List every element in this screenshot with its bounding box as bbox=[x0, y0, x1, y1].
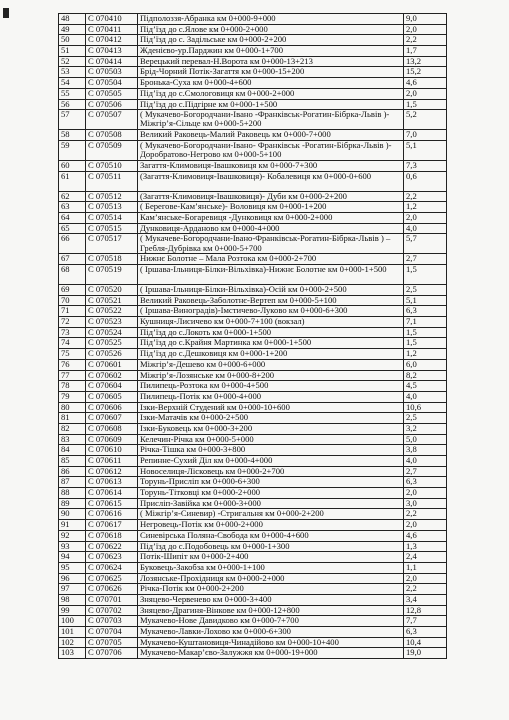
table-row bbox=[59, 140, 447, 160]
road-length-cell: 2,2 bbox=[404, 191, 447, 202]
table-row bbox=[59, 616, 447, 627]
row-number-cell: 74 bbox=[59, 338, 86, 349]
road-name-cell: ( Мукачево-Богородчани-Івано- Франківськ -Рогатин-Бібрка-Львів )-Доробратово-Негрово км 0+000-5+100 bbox=[138, 140, 404, 160]
road-length-cell: 10,6 bbox=[404, 402, 447, 413]
road-code-cell: С 070507 bbox=[86, 110, 138, 130]
row-number-cell: 64 bbox=[59, 212, 86, 223]
road-code-cell: С 070624 bbox=[86, 562, 138, 573]
row-number-cell: 63 bbox=[59, 202, 86, 213]
row-number-cell: 85 bbox=[59, 456, 86, 467]
road-length-cell: 9,0 bbox=[404, 14, 447, 25]
road-name-cell: Мукачево-Макарʼєво-Залужжя км 0+000-19+000 bbox=[138, 648, 404, 659]
road-length-cell: 1,7 bbox=[404, 46, 447, 57]
table-row bbox=[59, 434, 447, 445]
road-length-cell: 4,0 bbox=[404, 456, 447, 467]
row-number-cell: 96 bbox=[59, 573, 86, 584]
row-number-cell: 91 bbox=[59, 520, 86, 531]
row-number-cell: 82 bbox=[59, 423, 86, 434]
row-number-cell: 92 bbox=[59, 530, 86, 541]
road-length-cell: 7,3 bbox=[404, 160, 447, 171]
row-number-cell: 70 bbox=[59, 295, 86, 306]
row-number-cell: 89 bbox=[59, 498, 86, 509]
road-code-cell: С 070607 bbox=[86, 413, 138, 424]
road-length-cell: 10,4 bbox=[404, 637, 447, 648]
road-code-cell: С 070509 bbox=[86, 140, 138, 160]
road-name-cell: Пилипець-Розтока км 0+000-4+500 bbox=[138, 381, 404, 392]
road-length-cell: 2,4 bbox=[404, 552, 447, 563]
road-name-cell: Дунковиця-Арданово км 0+000-4+000 bbox=[138, 223, 404, 234]
row-number-cell: 83 bbox=[59, 434, 86, 445]
road-length-cell: 2,0 bbox=[404, 488, 447, 499]
table-row bbox=[59, 370, 447, 381]
road-length-cell: 12,8 bbox=[404, 605, 447, 616]
road-code-cell: С 070514 bbox=[86, 212, 138, 223]
road-length-cell: 3,8 bbox=[404, 445, 447, 456]
row-number-cell: 78 bbox=[59, 381, 86, 392]
row-number-cell: 68 bbox=[59, 265, 86, 285]
row-number-cell: 95 bbox=[59, 562, 86, 573]
road-name-cell: Ізки-Верхній Студений км 0+000-10+600 bbox=[138, 402, 404, 413]
road-length-cell: 4,6 bbox=[404, 530, 447, 541]
road-code-cell: С 070601 bbox=[86, 359, 138, 370]
row-number-cell: 87 bbox=[59, 477, 86, 488]
table-row bbox=[59, 24, 447, 35]
table-row bbox=[59, 445, 447, 456]
row-number-cell: 62 bbox=[59, 191, 86, 202]
table-row bbox=[59, 584, 447, 595]
road-name-cell: Келечин-Річка км 0+000-5+000 bbox=[138, 434, 404, 445]
table-row bbox=[59, 56, 447, 67]
table-row bbox=[59, 14, 447, 25]
row-number-cell: 100 bbox=[59, 616, 86, 627]
road-length-cell: 6,3 bbox=[404, 477, 447, 488]
road-name-cell: Мукачево-Куштановиця-Чинадійово км 0+000-10+400 bbox=[138, 637, 404, 648]
road-code-cell: С 070618 bbox=[86, 530, 138, 541]
road-code-cell: С 070510 bbox=[86, 160, 138, 171]
road-length-cell: 4,0 bbox=[404, 391, 447, 402]
row-number-cell: 65 bbox=[59, 223, 86, 234]
row-number-cell: 52 bbox=[59, 56, 86, 67]
road-code-cell: С 070522 bbox=[86, 306, 138, 317]
road-name-cell: Зняцево-Драгиня-Вінкове км 0+000-12+800 bbox=[138, 605, 404, 616]
road-name-cell: Нижнє Болотне – Мала Розтока км 0+000-2+700 bbox=[138, 254, 404, 265]
row-number-cell: 71 bbox=[59, 306, 86, 317]
row-number-cell: 58 bbox=[59, 130, 86, 141]
road-name-cell: Лозянське-Прохідниця км 0+000-2+000 bbox=[138, 573, 404, 584]
table-row bbox=[59, 423, 447, 434]
road-code-cell: С 070605 bbox=[86, 391, 138, 402]
table-row bbox=[59, 509, 447, 520]
road-length-cell: 2,5 bbox=[404, 285, 447, 296]
road-name-cell: Річка-Потік км 0+000-2+200 bbox=[138, 584, 404, 595]
road-code-cell: С 070701 bbox=[86, 594, 138, 605]
table-row bbox=[59, 413, 447, 424]
table-row bbox=[59, 67, 447, 78]
road-code-cell: С 070517 bbox=[86, 234, 138, 254]
road-length-cell: 1,2 bbox=[404, 202, 447, 213]
row-number-cell: 80 bbox=[59, 402, 86, 413]
road-code-cell: С 070503 bbox=[86, 67, 138, 78]
road-code-cell: С 070506 bbox=[86, 99, 138, 110]
roads-table bbox=[58, 13, 447, 659]
road-name-cell: Кушниця-Лисичево км 0+000-7+100 (вокзал) bbox=[138, 317, 404, 328]
road-code-cell: С 070524 bbox=[86, 327, 138, 338]
road-name-cell: Під’їзд до с. Задільське км 0+000-2+200 bbox=[138, 35, 404, 46]
table-row bbox=[59, 541, 447, 552]
road-name-cell: Пилипець-Потік км 0+000-4+000 bbox=[138, 391, 404, 402]
road-code-cell: С 070611 bbox=[86, 456, 138, 467]
road-length-cell: 2,7 bbox=[404, 254, 447, 265]
table-row bbox=[59, 381, 447, 392]
table-row bbox=[59, 212, 447, 223]
table-row bbox=[59, 99, 447, 110]
road-length-cell: 7,0 bbox=[404, 130, 447, 141]
road-code-cell: С 070412 bbox=[86, 35, 138, 46]
table-row bbox=[59, 562, 447, 573]
road-code-cell: С 070525 bbox=[86, 338, 138, 349]
table-row bbox=[59, 349, 447, 360]
row-number-cell: 86 bbox=[59, 466, 86, 477]
table-row bbox=[59, 110, 447, 130]
row-number-cell: 61 bbox=[59, 171, 86, 191]
row-number-cell: 55 bbox=[59, 88, 86, 99]
table-row bbox=[59, 648, 447, 659]
road-length-cell: 3,2 bbox=[404, 423, 447, 434]
road-code-cell: С 070705 bbox=[86, 637, 138, 648]
table-row bbox=[59, 130, 447, 141]
road-code-cell: С 070615 bbox=[86, 498, 138, 509]
table-row bbox=[59, 573, 447, 584]
road-length-cell: 2,2 bbox=[404, 509, 447, 520]
road-code-cell: С 070504 bbox=[86, 78, 138, 89]
road-length-cell: 4,5 bbox=[404, 381, 447, 392]
road-length-cell: 1,5 bbox=[404, 327, 447, 338]
table-row bbox=[59, 160, 447, 171]
row-number-cell: 103 bbox=[59, 648, 86, 659]
road-code-cell: С 070515 bbox=[86, 223, 138, 234]
road-name-cell: Репинне-Сухий Діл км 0+000-4+000 bbox=[138, 456, 404, 467]
row-number-cell: 57 bbox=[59, 110, 86, 130]
row-number-cell: 59 bbox=[59, 140, 86, 160]
road-length-cell: 5,2 bbox=[404, 110, 447, 130]
row-number-cell: 60 bbox=[59, 160, 86, 171]
row-number-cell: 77 bbox=[59, 370, 86, 381]
road-code-cell: С 070622 bbox=[86, 541, 138, 552]
road-code-cell: С 070505 bbox=[86, 88, 138, 99]
road-length-cell: 2,0 bbox=[404, 520, 447, 531]
road-name-cell: Річка-Тішка км 0+000-3+800 bbox=[138, 445, 404, 456]
row-number-cell: 48 bbox=[59, 14, 86, 25]
road-length-cell: 13,2 bbox=[404, 56, 447, 67]
road-name-cell: Присліп-Завійка км 0+000-3+000 bbox=[138, 498, 404, 509]
table-row bbox=[59, 456, 447, 467]
roads-table-body bbox=[59, 14, 447, 659]
road-length-cell: 2,0 bbox=[404, 212, 447, 223]
road-length-cell: 2,0 bbox=[404, 24, 447, 35]
road-code-cell: С 070704 bbox=[86, 627, 138, 638]
road-length-cell: 1,5 bbox=[404, 265, 447, 285]
table-row bbox=[59, 338, 447, 349]
road-name-cell: Під’їзд до с.Крайня Мартинка км 0+000-1+500 bbox=[138, 338, 404, 349]
table-row bbox=[59, 171, 447, 191]
road-length-cell: 7,7 bbox=[404, 616, 447, 627]
road-code-cell: С 070609 bbox=[86, 434, 138, 445]
road-name-cell: Міжгірʼя-Лозянське км 0+000-8+200 bbox=[138, 370, 404, 381]
table-row bbox=[59, 594, 447, 605]
road-code-cell: С 070625 bbox=[86, 573, 138, 584]
road-length-cell: 4,0 bbox=[404, 223, 447, 234]
table-row bbox=[59, 35, 447, 46]
row-number-cell: 84 bbox=[59, 445, 86, 456]
table-row bbox=[59, 254, 447, 265]
road-name-cell: ( Мукачеве-Богородчани-Івано-Франківськ-Рогатин-Бібрка-Львів ) –Гребля-Дубрівка км 0+000-5+700 bbox=[138, 234, 404, 254]
road-length-cell: 6,3 bbox=[404, 306, 447, 317]
table-row bbox=[59, 488, 447, 499]
road-name-cell: Під’їзд до с.Підгірне км 0+000-1+500 bbox=[138, 99, 404, 110]
road-name-cell: ( Іршава-Ільниця-Білки-Вільхівка)-Нижнє Болотне км 0+000-1+500 bbox=[138, 265, 404, 285]
row-number-cell: 49 bbox=[59, 24, 86, 35]
road-name-cell: Ізки-Матачів км 0+000-2+500 bbox=[138, 413, 404, 424]
table-row bbox=[59, 46, 447, 57]
road-code-cell: С 070512 bbox=[86, 191, 138, 202]
road-code-cell: С 070703 bbox=[86, 616, 138, 627]
road-code-cell: С 070606 bbox=[86, 402, 138, 413]
road-length-cell: 3,4 bbox=[404, 594, 447, 605]
road-name-cell: Загаття-Климовиця-Івашковиця км 0+000-7+300 bbox=[138, 160, 404, 171]
road-length-cell: 5,1 bbox=[404, 295, 447, 306]
table-row bbox=[59, 466, 447, 477]
road-code-cell: С 070612 bbox=[86, 466, 138, 477]
road-name-cell: Під’їзд до с.Локоть км 0+000-1+500 bbox=[138, 327, 404, 338]
row-number-cell: 88 bbox=[59, 488, 86, 499]
road-code-cell: С 070526 bbox=[86, 349, 138, 360]
road-code-cell: С 070508 bbox=[86, 130, 138, 141]
road-length-cell: 2,5 bbox=[404, 413, 447, 424]
road-code-cell: С 070602 bbox=[86, 370, 138, 381]
road-length-cell: 4,6 bbox=[404, 78, 447, 89]
road-name-cell: ( Міжгірʼя-Синевир) -Стригальня км 0+000-2+200 bbox=[138, 509, 404, 520]
road-length-cell: 7,1 bbox=[404, 317, 447, 328]
road-code-cell: С 070511 bbox=[86, 171, 138, 191]
road-length-cell: 5,7 bbox=[404, 234, 447, 254]
row-number-cell: 53 bbox=[59, 67, 86, 78]
road-length-cell: 2,2 bbox=[404, 584, 447, 595]
table-row bbox=[59, 498, 447, 509]
road-length-cell: 15,2 bbox=[404, 67, 447, 78]
table-row bbox=[59, 637, 447, 648]
table-row bbox=[59, 234, 447, 254]
row-number-cell: 98 bbox=[59, 594, 86, 605]
row-number-cell: 75 bbox=[59, 349, 86, 360]
table-row bbox=[59, 520, 447, 531]
row-number-cell: 56 bbox=[59, 99, 86, 110]
row-number-cell: 93 bbox=[59, 541, 86, 552]
road-name-cell: Бронька-Суха км 0+000-4+600 bbox=[138, 78, 404, 89]
road-name-cell: Брід-Чорний Потік-Загаття км 0+000-15+200 bbox=[138, 67, 404, 78]
road-name-cell: Буковець-Закобза км 0+000-1+100 bbox=[138, 562, 404, 573]
road-name-cell: Торунь-Тітковці км 0+000-2+000 bbox=[138, 488, 404, 499]
road-length-cell: 1,3 bbox=[404, 541, 447, 552]
table-row bbox=[59, 306, 447, 317]
road-length-cell: 5,0 bbox=[404, 434, 447, 445]
table-row bbox=[59, 552, 447, 563]
road-length-cell: 1,5 bbox=[404, 338, 447, 349]
road-length-cell: 6,3 bbox=[404, 627, 447, 638]
road-code-cell: С 070604 bbox=[86, 381, 138, 392]
road-name-cell: Під’їзд до с.Ялове км 0+000-2+000 bbox=[138, 24, 404, 35]
road-name-cell: Синевірська Поляна-Свобода км 0+000-4+600 bbox=[138, 530, 404, 541]
table-row bbox=[59, 627, 447, 638]
road-code-cell: С 070518 bbox=[86, 254, 138, 265]
table-row bbox=[59, 295, 447, 306]
road-length-cell: 1,5 bbox=[404, 99, 447, 110]
road-name-cell: Торунь-Присліп км 0+000-6+300 bbox=[138, 477, 404, 488]
row-number-cell: 99 bbox=[59, 605, 86, 616]
row-number-cell: 73 bbox=[59, 327, 86, 338]
table-row bbox=[59, 402, 447, 413]
row-number-cell: 66 bbox=[59, 234, 86, 254]
row-number-cell: 51 bbox=[59, 46, 86, 57]
road-length-cell: 5,1 bbox=[404, 140, 447, 160]
road-name-cell: (Загаття-Климовиця-Івашковиця)- Кобалевиця км 0+000-0+600 bbox=[138, 171, 404, 191]
road-code-cell: С 070617 bbox=[86, 520, 138, 531]
row-number-cell: 94 bbox=[59, 552, 86, 563]
road-code-cell: С 070702 bbox=[86, 605, 138, 616]
road-code-cell: С 070523 bbox=[86, 317, 138, 328]
road-code-cell: С 070614 bbox=[86, 488, 138, 499]
row-number-cell: 76 bbox=[59, 359, 86, 370]
scan-edge-mark bbox=[3, 8, 9, 18]
road-name-cell: Під’їзд до с.Смологовиця км 0+000-2+000 bbox=[138, 88, 404, 99]
table-row bbox=[59, 359, 447, 370]
road-name-cell: ( Берегове-Камʼянське)- Воловиця км 0+000-1+200 bbox=[138, 202, 404, 213]
road-code-cell: С 070706 bbox=[86, 648, 138, 659]
row-number-cell: 72 bbox=[59, 317, 86, 328]
road-name-cell: Під’їзд до с.Дешковиця км 0+000-1+200 bbox=[138, 349, 404, 360]
road-code-cell: С 070623 bbox=[86, 552, 138, 563]
road-length-cell: 3,0 bbox=[404, 498, 447, 509]
road-name-cell: ( Іршава-Виноградів)-Імстичево-Луково км 0+000-6+300 bbox=[138, 306, 404, 317]
road-name-cell: Великий Раковець-Малий Раковець км 0+000-7+000 bbox=[138, 130, 404, 141]
road-code-cell: С 070608 bbox=[86, 423, 138, 434]
road-length-cell: 1,2 bbox=[404, 349, 447, 360]
road-length-cell: 19,0 bbox=[404, 648, 447, 659]
road-code-cell: С 070410 bbox=[86, 14, 138, 25]
road-code-cell: С 070411 bbox=[86, 24, 138, 35]
table-row bbox=[59, 605, 447, 616]
row-number-cell: 67 bbox=[59, 254, 86, 265]
table-row bbox=[59, 202, 447, 213]
road-length-cell: 1,1 bbox=[404, 562, 447, 573]
road-name-cell: Підполоззя-Абранка км 0+000-9+000 bbox=[138, 14, 404, 25]
road-name-cell: Мукачево-Нове Давидково км 0+000-7+700 bbox=[138, 616, 404, 627]
road-name-cell: Новоселиця-Лісковець км 0+000-2+700 bbox=[138, 466, 404, 477]
row-number-cell: 81 bbox=[59, 413, 86, 424]
table-row bbox=[59, 317, 447, 328]
table-row bbox=[59, 88, 447, 99]
road-code-cell: С 070613 bbox=[86, 477, 138, 488]
road-name-cell: Негровець-Потік км 0+000-2+000 bbox=[138, 520, 404, 531]
road-name-cell: Великий Раковець-Заболотнє-Вертеп км 0+000-5+100 bbox=[138, 295, 404, 306]
road-length-cell: 2,2 bbox=[404, 35, 447, 46]
table-row bbox=[59, 223, 447, 234]
table-row bbox=[59, 477, 447, 488]
row-number-cell: 101 bbox=[59, 627, 86, 638]
road-name-cell: Камʼянське-Богаревиця -Дунковиця км 0+000-2+000 bbox=[138, 212, 404, 223]
road-code-cell: С 070414 bbox=[86, 56, 138, 67]
road-length-cell: 0,6 bbox=[404, 171, 447, 191]
road-name-cell: Жденієво-ур.Парджин км 0+000-1+700 bbox=[138, 46, 404, 57]
road-name-cell: Під’їзд до с.Подобовець км 0+000-1+300 bbox=[138, 541, 404, 552]
road-code-cell: С 070519 bbox=[86, 265, 138, 285]
road-length-cell: 2,7 bbox=[404, 466, 447, 477]
row-number-cell: 54 bbox=[59, 78, 86, 89]
row-number-cell: 79 bbox=[59, 391, 86, 402]
road-name-cell: Міжгірʼя-Дешево км 0+000-6+000 bbox=[138, 359, 404, 370]
road-length-cell: 2,0 bbox=[404, 88, 447, 99]
row-number-cell: 90 bbox=[59, 509, 86, 520]
row-number-cell: 102 bbox=[59, 637, 86, 648]
table-row bbox=[59, 265, 447, 285]
road-name-cell: ( Мукачево-Богородчани-Івано -Франківськ-Рогатин-Бібрка-Львів )-Міжгірʼя-Сільце км 0+000-5+200 bbox=[138, 110, 404, 130]
road-length-cell: 8,2 bbox=[404, 370, 447, 381]
road-code-cell: С 070521 bbox=[86, 295, 138, 306]
road-code-cell: С 070520 bbox=[86, 285, 138, 296]
road-name-cell: Верецький перевал-Н.Ворота км 0+000-13+213 bbox=[138, 56, 404, 67]
table-row bbox=[59, 191, 447, 202]
row-number-cell: 97 bbox=[59, 584, 86, 595]
road-name-cell: Мукачево-Лавки-Лохово км 0+000-6+300 bbox=[138, 627, 404, 638]
table-row bbox=[59, 530, 447, 541]
road-name-cell: Потік-Шипіт км 0+000-2+400 bbox=[138, 552, 404, 563]
table-row bbox=[59, 78, 447, 89]
table-row bbox=[59, 391, 447, 402]
table-row bbox=[59, 285, 447, 296]
road-code-cell: С 070513 bbox=[86, 202, 138, 213]
road-code-cell: С 070413 bbox=[86, 46, 138, 57]
road-code-cell: С 070616 bbox=[86, 509, 138, 520]
row-number-cell: 69 bbox=[59, 285, 86, 296]
row-number-cell: 50 bbox=[59, 35, 86, 46]
road-name-cell: ( Іршава-Ільниця-Білки-Вільхівка)-Осій км 0+000-2+500 bbox=[138, 285, 404, 296]
road-name-cell: (Загаття-Климовиця-Івашковиця)- Дуби км 0+000-2+200 bbox=[138, 191, 404, 202]
road-length-cell: 2,0 bbox=[404, 573, 447, 584]
road-code-cell: С 070610 bbox=[86, 445, 138, 456]
road-name-cell: Ізки-Буковець км 0+000-3+200 bbox=[138, 423, 404, 434]
table-row bbox=[59, 327, 447, 338]
road-code-cell: С 070626 bbox=[86, 584, 138, 595]
road-name-cell: Зняцево-Червенево км 0+000-3+400 bbox=[138, 594, 404, 605]
road-length-cell: 6,0 bbox=[404, 359, 447, 370]
